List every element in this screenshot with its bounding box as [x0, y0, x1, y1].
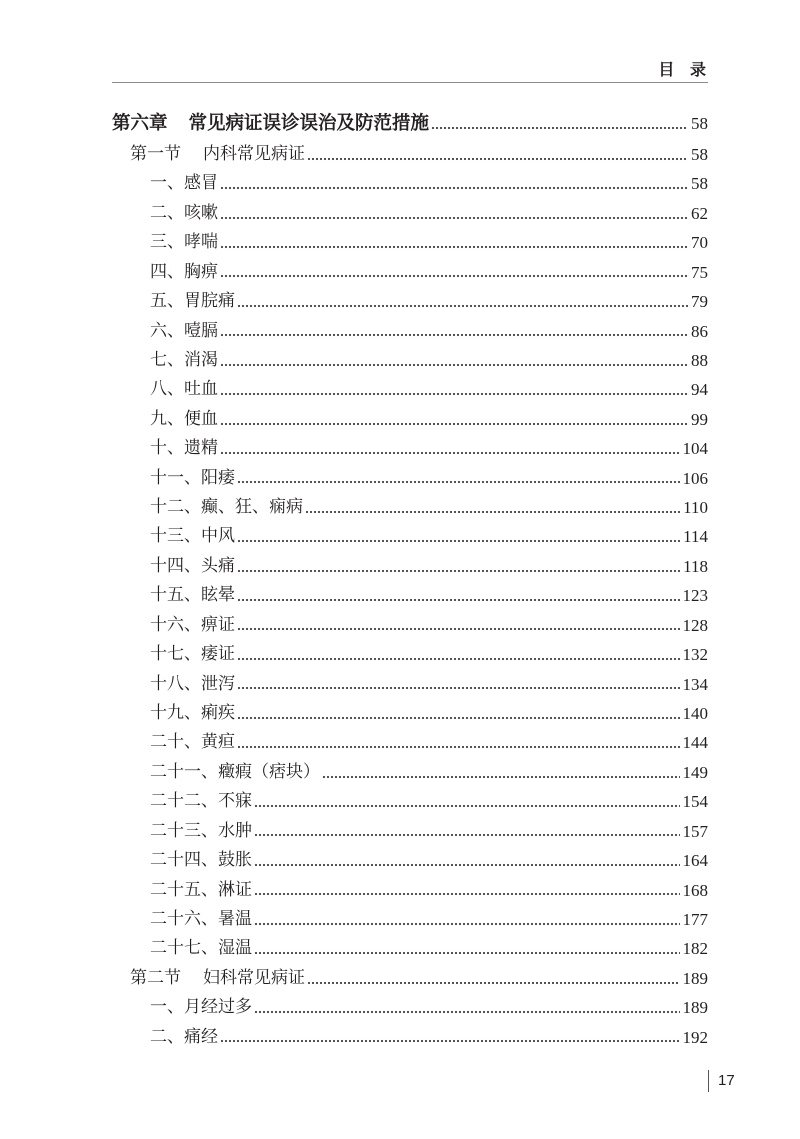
item-label: 五、胃脘痛: [150, 291, 235, 312]
page-number: 75: [691, 262, 708, 282]
page-number: 99: [691, 409, 708, 429]
item-label: 二十一、癥瘕（痞块）: [150, 761, 320, 782]
dot-leader: [307, 981, 680, 985]
dot-leader: [220, 1039, 680, 1043]
page-number: 86: [691, 321, 708, 341]
toc-item-entry: [112, 434, 708, 463]
page-number: 114: [683, 527, 708, 547]
item-label: 二、痛经: [150, 1026, 218, 1047]
page-number: 58: [691, 145, 708, 164]
dot-leader: [220, 216, 688, 220]
toc-item-entry: [112, 611, 708, 640]
dot-leader: [220, 333, 688, 337]
toc-item-entry: [112, 493, 708, 522]
toc-item-entry: [112, 287, 708, 316]
dot-leader: [237, 480, 680, 484]
item-label: 一、感冒: [150, 173, 218, 194]
item-label: 十一、阳痿: [150, 467, 235, 488]
folio-divider: [708, 1070, 709, 1092]
toc-item-entry: [112, 787, 708, 816]
dot-leader: [254, 951, 680, 955]
page-number: 140: [682, 704, 708, 724]
item-label: 三、哮喘: [150, 232, 218, 253]
page-number: 168: [682, 880, 708, 900]
page-number: 132: [682, 645, 708, 665]
toc-item-entry: [112, 169, 708, 198]
item-label: 六、噎膈: [150, 320, 218, 341]
page-number: 79: [691, 292, 708, 312]
dot-leader: [254, 892, 680, 896]
page-number: 128: [682, 615, 708, 635]
item-label: 二十二、不寐: [150, 791, 252, 812]
header-rule: [112, 82, 708, 83]
dot-leader: [220, 274, 688, 278]
item-label: 二十七、湿温: [150, 938, 252, 959]
folio-page-number: 17: [718, 1072, 735, 1089]
dot-leader: [254, 863, 680, 867]
table-of-contents: [112, 107, 708, 1052]
page-number: 58: [691, 174, 708, 194]
dot-leader: [220, 451, 680, 455]
dot-leader: [237, 539, 680, 543]
item-label: 十二、癫、狂、痫病: [150, 497, 303, 518]
toc-item-entry: [112, 817, 708, 846]
toc-item-entry: [112, 758, 708, 787]
item-label: 一、月经过多: [150, 997, 252, 1018]
page-number: 88: [691, 350, 708, 370]
page-number: 189: [682, 968, 708, 988]
page-number: 104: [682, 439, 708, 459]
page-number: 189: [682, 998, 708, 1018]
toc-item-entry: [112, 405, 708, 434]
toc-item-entry: [112, 934, 708, 963]
item-label: 二十六、暑温: [150, 908, 252, 929]
page-number: 154: [682, 792, 708, 812]
toc-item-entry: [112, 905, 708, 934]
item-label: 十七、痿证: [150, 644, 235, 665]
toc-item-entry: [112, 876, 708, 905]
dot-leader: [220, 363, 688, 367]
item-label: 二十五、淋证: [150, 879, 252, 900]
toc-item-entry: [112, 552, 708, 581]
section-title: 内科常见病证: [203, 144, 305, 164]
chapter-number: 第六章: [112, 113, 168, 134]
page-number: 144: [682, 733, 708, 753]
section-title: 妇科常见病证: [203, 967, 305, 988]
toc-item-entry: [112, 1023, 708, 1052]
dot-leader: [237, 686, 680, 690]
toc-chapter-entry: [112, 107, 708, 140]
dot-leader: [220, 392, 688, 396]
toc-item-entry: [112, 522, 708, 551]
page-number: 149: [682, 762, 708, 782]
page-number: 177: [682, 909, 708, 929]
section-number: 第一节: [130, 144, 181, 164]
item-label: 十四、头痛: [150, 555, 235, 576]
item-label: 十五、眩晕: [150, 585, 235, 606]
toc-item-entry: [112, 699, 708, 728]
dot-leader: [220, 422, 688, 426]
page-number: 157: [682, 821, 708, 841]
toc-item-entry: [112, 317, 708, 346]
toc-item-entry: [112, 670, 708, 699]
page-number: 70: [691, 233, 708, 253]
dot-leader: [237, 569, 680, 573]
item-label: 十六、痹证: [150, 614, 235, 635]
dot-leader: [322, 775, 680, 779]
dot-leader: [237, 598, 680, 602]
dot-leader: [307, 157, 688, 161]
item-label: 十、遗精: [150, 438, 218, 459]
dot-leader: [237, 716, 680, 720]
dot-leader: [254, 804, 680, 808]
dot-leader: [237, 304, 688, 308]
dot-leader: [220, 186, 688, 190]
item-label: 七、消渴: [150, 349, 218, 370]
toc-item-entry: [112, 846, 708, 875]
page-number: 62: [691, 203, 708, 223]
page-number: 110: [683, 498, 708, 518]
page-number: 182: [682, 939, 708, 959]
section-number: 第二节: [130, 967, 181, 988]
toc-item-entry: [112, 199, 708, 228]
dot-leader: [305, 510, 680, 514]
page-number: 123: [682, 586, 708, 606]
toc-item-entry: [112, 640, 708, 669]
item-label: 十三、中风: [150, 526, 235, 547]
item-label: 十八、泄泻: [150, 673, 235, 694]
toc-item-entry: [112, 346, 708, 375]
toc-item-entry: [112, 993, 708, 1022]
item-label: 二十四、鼓胀: [150, 850, 252, 871]
item-label: 二十、黄疸: [150, 732, 235, 753]
dot-leader: [237, 745, 680, 749]
item-label: 九、便血: [150, 408, 218, 429]
dot-leader: [237, 657, 680, 661]
item-label: 八、吐血: [150, 379, 218, 400]
running-head-title: 目 录: [658, 60, 711, 79]
item-label: 二十三、水肿: [150, 820, 252, 841]
dot-leader: [220, 245, 688, 249]
page-number: 94: [691, 380, 708, 400]
page-number: 106: [682, 468, 708, 488]
item-label: 四、胸痹: [150, 261, 218, 282]
dot-leader: [254, 922, 680, 926]
dot-leader: [431, 126, 688, 130]
toc-item-entry: [112, 258, 708, 287]
page-number: 118: [683, 556, 708, 576]
page-number: 164: [682, 851, 708, 871]
toc-section-entry: [112, 140, 708, 169]
toc-item-entry: [112, 581, 708, 610]
dot-leader: [237, 627, 680, 631]
dot-leader: [254, 833, 680, 837]
dot-leader: [254, 1010, 680, 1014]
item-label: 十九、痢疾: [150, 703, 235, 724]
toc-item-entry: [112, 375, 708, 404]
page-number: 134: [682, 674, 708, 694]
page-number: 192: [682, 1027, 708, 1047]
toc-item-entry: [112, 228, 708, 257]
toc-section-entry: [112, 964, 708, 993]
page-number: 58: [691, 114, 708, 133]
item-label: 二、咳嗽: [150, 202, 218, 223]
toc-item-entry: [112, 464, 708, 493]
chapter-title: 常见病证误诊误治及防范措施: [188, 113, 430, 134]
toc-item-entry: [112, 728, 708, 757]
